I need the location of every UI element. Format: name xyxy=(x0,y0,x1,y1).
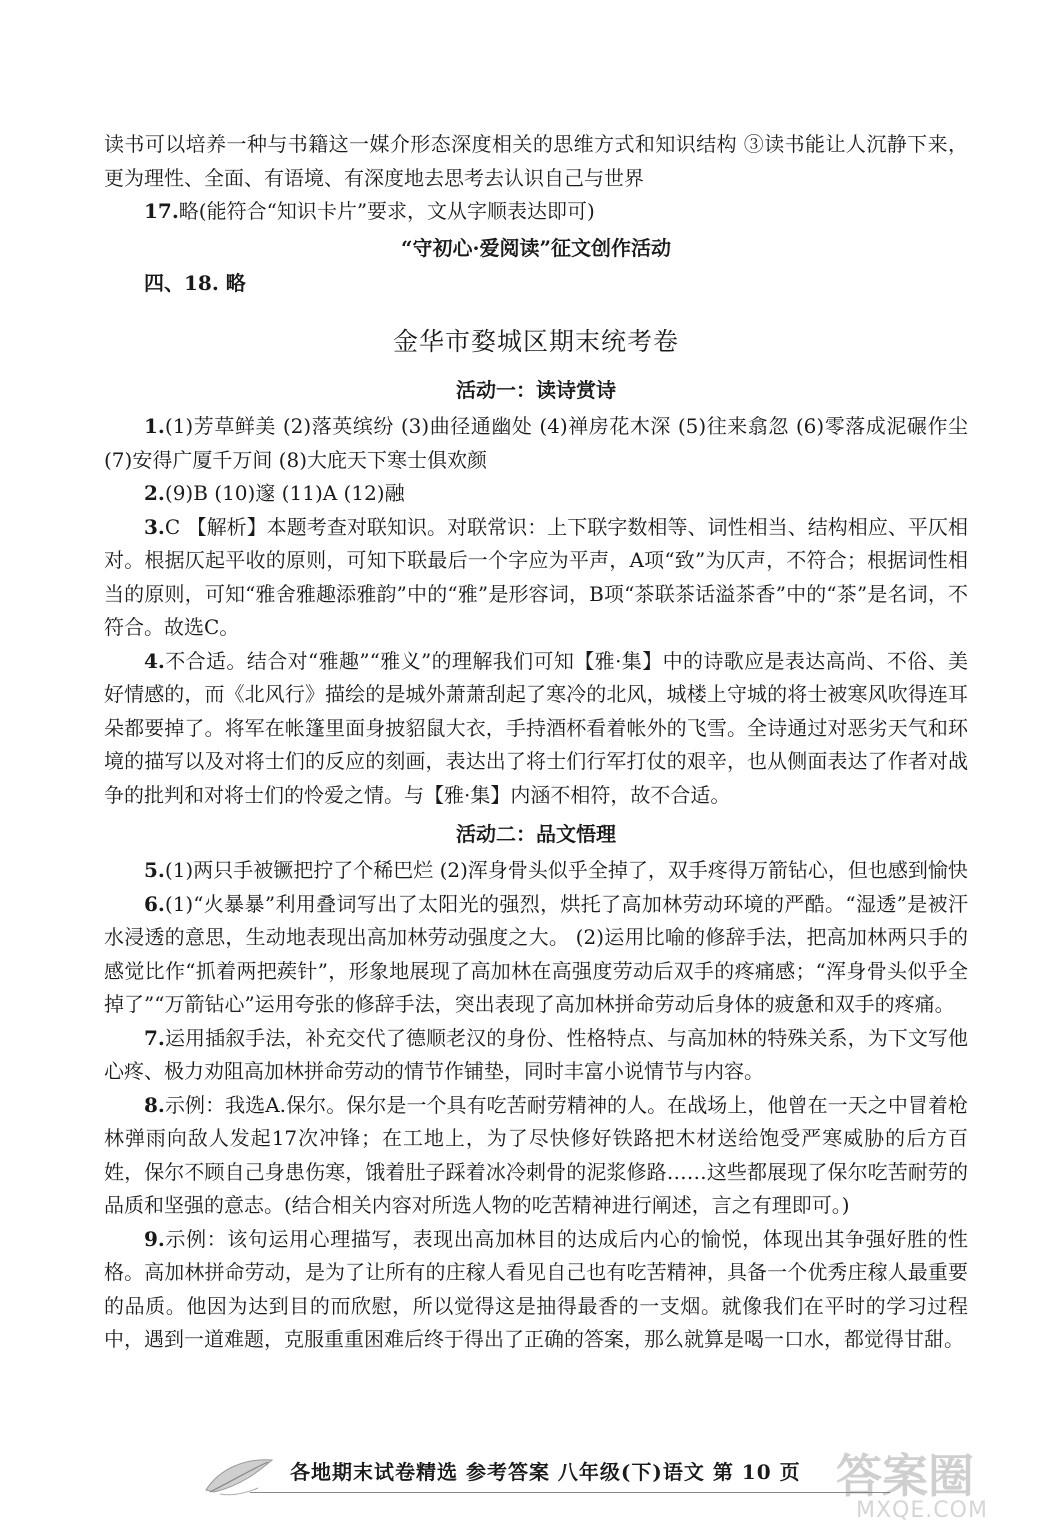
q9-answer xyxy=(104,1223,968,1357)
q3-text: C 【解析】本题考查对联知识。对联常识：上下联字数相等、词性相当、结构相应、平仄相对。根据仄起平收的原则，可知下联最后一个字应为平声，A项“致”为仄声，不符合；根据词性相当的原则，可知“雅舍雅趣添雅韵”中的“雅”是形容词，B项“茶联茶话溢茶香”中的“茶”是名词，不符合。故选C。 xyxy=(104,514,968,639)
page-footer xyxy=(200,1448,900,1508)
watermark xyxy=(836,1440,1036,1530)
q9-text: 示例：该句运用心理描写，表现出高加林目的达成后内心的愉悦，体现出其争强好胜的性格。高加林拼命劳动，是为了让所有的庄稼人看见自己也有吃苦精神，具备一个优秀庄稼人最重要的品质。他因为达到目的而欣慰，所以觉得这是抽得最香的一支烟。就像我们在平时的学习过程中，遇到一道难题，克服重重困难后终于得出了正确的答案，那么就算是喝一口水，都觉得甘甜。 xyxy=(104,1226,968,1351)
q5-text: (1)两只手被镢把拧了个稀巴烂 (2)浑身骨头似乎全掉了，双手疼得万箭钻心，但也感到愉快 xyxy=(164,858,968,882)
footer-divider xyxy=(250,1492,890,1493)
q2-text: (9)B (10)邃 (11)A (12)融 xyxy=(164,481,405,505)
q8-text: 示例：我选A.保尔。保尔是一个具有吃苦耐劳精神的人。在战场上，他曾在一天之中冒着枪林弹雨向敌人发起17次冲锋；在工地上，为了尽快修好铁路把木材送给饱受严寒威胁的后方百姓，保尔不顾自己身患伤寒，饿着肚子踩着冰冷刺骨的泥浆修路……这些都展现了保尔吃苦耐劳的品质和坚强的意志。(结合相关内容对所选人物的吃苦精神进行阐述，言之有理即可。) xyxy=(104,1092,968,1217)
q5-answer xyxy=(104,854,968,888)
q8-number: 8. xyxy=(144,1092,165,1117)
section2-title: 活动二：品文悟理 xyxy=(456,822,616,846)
q17-text: 略(能符合“知识卡片”要求，文从字顺表达即可) xyxy=(178,199,595,223)
q17-number: 17. xyxy=(144,199,179,223)
q3-answer xyxy=(104,511,968,645)
q2-number: 2. xyxy=(144,481,165,505)
q6-answer xyxy=(104,888,968,1022)
watermark-logo-text: 答案圈 xyxy=(836,1449,974,1503)
q1-number: 1. xyxy=(144,414,165,438)
q4-text: 不合适。结合对“雅趣”“雅义”的理解我们可知【雅·集】中的诗歌应是表达高尚、不俗、美好情感的，而《北风行》描绘的是城外萧萧刮起了寒冷的北风，城楼上守城的将士被寒风吹得连耳朵都要掉了。将军在帐篷里面身披貂鼠大衣，手持酒杯看着帐外的飞雪。全诗通过对恶劣天气和环境的描写以及对将士们的反应的刻画，表达出了将士们行军打仗的艰辛，也从侧面表达了作者对战争的批判和对将士们的怜爱之情。与【雅·集】内涵不相符，故不合适。 xyxy=(104,648,968,807)
q4-number: 4. xyxy=(144,648,165,673)
q2-answer xyxy=(104,477,968,511)
q6-text: (1)“火暴暴”利用叠词写出了太阳光的强烈，烘托了高加林劳动环境的严酷。“湿透”是被汗水浸透的意思，生动地表现出高加林劳动强度之大。 (2)运用比喻的修辞手法，把高加林两只手的感觉比作“抓着两把蒺针”，形象地展现了高加林在高强度劳动后双手的疼痛感；“浑身骨头似乎全掉了”“万箭钻心”运用夸张的修辞手法，突出表现了高加林拼命劳动后身体的疲惫和双手的疼痛。 xyxy=(104,891,968,1016)
q7-text: 运用插叙手法，补充交代了德顺老汉的身份、性格特点、与高加林的特殊关系，为下文写他心疼、极力劝阻高加林拼命劳动的情节作铺垫，同时丰富小说情节与内容。 xyxy=(104,1025,968,1083)
q1-answer xyxy=(104,410,968,477)
q8-answer xyxy=(104,1089,968,1223)
q9-number: 9. xyxy=(144,1226,165,1251)
watermark-url: MXQE.COM xyxy=(856,1498,988,1523)
q4-answer xyxy=(104,645,968,813)
exam-title: 金华市婺城区期末统考卷 xyxy=(392,327,679,356)
q18-answer: 四、18. 略 xyxy=(144,270,246,295)
page-content xyxy=(104,128,968,1357)
q7-answer xyxy=(104,1022,968,1089)
q3-number: 3. xyxy=(144,514,165,539)
q1-text: (1)芳草鲜美 (2)落英缤纷 (3)曲径通幽处 (4)禅房花木深 (5)往来翕忽 (6)零落成泥碾作尘 (7)安得广厦千万间 (8)大庇天下寒士俱欢颜 xyxy=(104,414,968,472)
q7-number: 7. xyxy=(144,1025,165,1050)
activity-title: “守初心·爱阅读”征文创作活动 xyxy=(401,235,671,260)
section1-title: 活动一：读诗赏诗 xyxy=(456,378,616,402)
q6-number: 6. xyxy=(144,891,165,916)
footer-text: 各地期末试卷精选 参考答案 八年级(下)语文 第 10 页 xyxy=(290,1460,801,1484)
q17-answer xyxy=(104,195,968,229)
continued-answer-text: 读书可以培养一种与书籍这一媒介形态深度相关的思维方式和知识结构 ③读书能让人沉静下来，更为理性、全面、有语境、有深度地去思考去认识自己与世界 xyxy=(104,132,968,190)
q5-number: 5. xyxy=(144,858,165,882)
